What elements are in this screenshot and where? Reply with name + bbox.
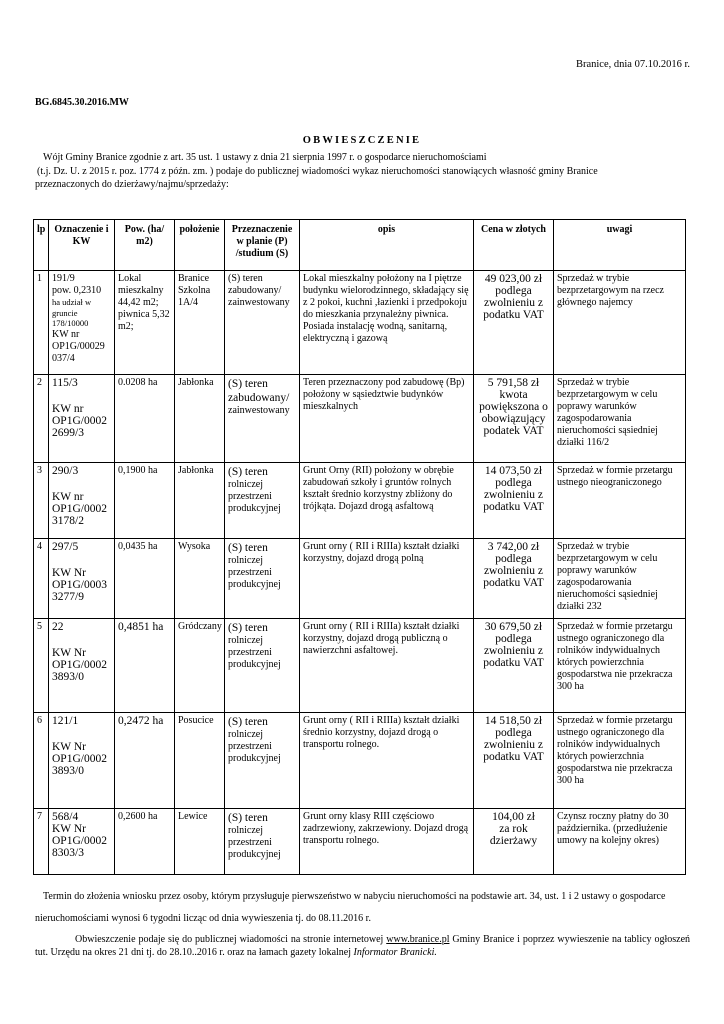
cell-price xyxy=(474,375,554,463)
kw-area: pow. 0,2310 xyxy=(52,285,102,296)
col-header-description: opis xyxy=(300,220,474,271)
cell-notes: Czynsz roczny płatny do 30 października. (przedłużenie umowy na kolejny okres) xyxy=(554,809,686,875)
cell-area: 0.0208 ha xyxy=(115,375,175,463)
price-note: podlega zwolnieniu z podatku VAT xyxy=(483,727,544,763)
cell-notes: Sprzedaż w trybie bezprzetargowym w celu poprawy warunków zagospodarowania nieruchomości sąsiedniej działki 116/2 xyxy=(554,375,686,463)
kw-plot: 297/5 xyxy=(52,541,79,553)
cell-description: Grunt orny ( RII i RIIIa) kształt działki korzystny, dojazd drogą publiczną o nawierzchni asfaltowej. xyxy=(300,619,474,713)
cell-purpose xyxy=(225,619,300,713)
publication-text: Obwieszczenie podaje się do publicznej wiadomości na stronie internetowej xyxy=(75,934,384,945)
cell-kw xyxy=(49,713,115,809)
cell-lp: 5 xyxy=(34,619,49,713)
cell-kw xyxy=(49,375,115,463)
cell-description: Grunt orny klasy RIII częściowo zadrzewiony, zakrzewiony. Dojazd drogą transportu rolnego. xyxy=(300,809,474,875)
cell-lp: 4 xyxy=(34,539,49,619)
cell-lp: 6 xyxy=(34,713,49,809)
cell-kw xyxy=(49,271,115,375)
cell-purpose xyxy=(225,713,300,809)
price-note: podlega zwolnieniu z podatku VAT xyxy=(483,285,544,321)
website-link[interactable]: www.branice.pl xyxy=(386,934,450,945)
col-header-location: położenie xyxy=(175,220,225,271)
intro-line: przeznaczonych do dzierżawy/najmu/sprzedaży: xyxy=(35,179,229,190)
col-header-notes: uwagi xyxy=(554,220,686,271)
cell-kw xyxy=(49,463,115,539)
kw-number: KW nr OP1G/0002 3178/2 xyxy=(52,491,107,527)
kw-plot: 115/3 xyxy=(52,377,78,389)
cell-notes: Sprzedaż w trybie bezprzetargowym na rzecz głównego najemcy xyxy=(554,271,686,375)
table-header-row xyxy=(34,220,686,271)
purpose-text: (S) teren zabudowany/ zainwestowany xyxy=(228,273,290,308)
cell-price xyxy=(474,809,554,875)
cell-lp: 3 xyxy=(34,463,49,539)
cell-price xyxy=(474,463,554,539)
cell-purpose xyxy=(225,271,300,375)
cell-kw xyxy=(49,809,115,875)
cell-location: Lewice xyxy=(175,809,225,875)
cell-notes: Sprzedaż w formie przetargu ustnego nieograniczonego xyxy=(554,463,686,539)
price-amount: 3 742,00 zł xyxy=(487,541,540,553)
kw-number: KW nr OP1G/00029 037/4 xyxy=(52,328,105,364)
table-row xyxy=(34,713,686,809)
kw-number: KW Nr OP1G/0002 8303/3 xyxy=(52,823,107,859)
cell-area: 0,4851 ha xyxy=(115,619,175,713)
kw-number: KW Nr OP1G/0002 3893/0 xyxy=(52,647,107,683)
cell-notes: Sprzedaż w trybie bezprzetargowym w celu poprawy warunków zagospodarowania nieruchomości sąsiedniej działki 232 xyxy=(554,539,686,619)
cell-purpose xyxy=(225,375,300,463)
purpose-detail: rolniczej przestrzeni produkcyjnej xyxy=(228,479,281,514)
kw-number: KW Nr OP1G/0002 3893/0 xyxy=(52,741,107,777)
cell-purpose xyxy=(225,463,300,539)
col-header-kw: Oznaczenie i KW xyxy=(49,220,115,271)
col-header-lp: lp xyxy=(34,220,49,271)
col-header-price: Cena w złotych xyxy=(474,220,554,271)
price-amount: 30 679,50 zł xyxy=(484,621,543,633)
price-note: podlega zwolnieniu z podatku VAT xyxy=(483,477,544,513)
cell-location: Jabłonka xyxy=(175,463,225,539)
cell-notes: Sprzedaż w formie przetargu ustnego ograniczonego dla rolników indywidualnych których powierzchnia gospodarstwa nie przekracza 300 ha xyxy=(554,713,686,809)
cell-kw xyxy=(49,539,115,619)
cell-description: Grunt orny ( RII i RIIIa) kształt działki korzystny, dojazd drogą polną xyxy=(300,539,474,619)
purpose-text: (S) teren xyxy=(228,622,268,634)
cell-description: Grunt Orny (RII) położony w obrębie zabudowań szkoły i gruntów rolnych kształt średnio korzystny zbliżony do trójkąta. Dojazd drogą asfaltową xyxy=(300,463,474,539)
cell-lp: 1 xyxy=(34,271,49,375)
intro-paragraph xyxy=(35,151,695,192)
col-header-area: Pow. (ha/ m2) xyxy=(115,220,175,271)
kw-plot: 22 xyxy=(52,621,64,633)
kw-plot: 290/3 xyxy=(52,465,79,477)
kw-number: KW nr OP1G/0002 2699/3 xyxy=(52,403,107,439)
table-row xyxy=(34,539,686,619)
cell-notes: Sprzedaż w formie przetargu ustnego ograniczonego dla rolników indywidualnych których powierzchnia gospodarstwa nie przekracza 300 ha xyxy=(554,619,686,713)
cell-area: Lokal mieszkalny 44,42 m2; piwnica 5,32 m2; xyxy=(115,271,175,375)
purpose-text: (S) teren xyxy=(228,716,268,728)
cell-location: Wysoka xyxy=(175,539,225,619)
kw-share: ha udział w gruncie 178/10000 xyxy=(52,297,92,328)
cell-lp: 2 xyxy=(34,375,49,463)
price-amount: 49 023,00 zł xyxy=(484,273,543,285)
table-row xyxy=(34,271,686,375)
document-reference: BG.6845.30.2016.MW xyxy=(35,97,129,108)
kw-number: KW Nr OP1G/0003 3277/9 xyxy=(52,567,107,603)
price-note: kwota powiększona o obowiązujący podatek VAT xyxy=(479,389,548,437)
purpose-text: (S) teren zabudowany/ xyxy=(228,378,290,404)
price-note: podlega zwolnieniu z podatku VAT xyxy=(483,633,544,669)
price-amount: 14 073,50 zł xyxy=(484,465,543,477)
cell-description: Teren przeznaczony pod zabudowę (Bp) położony w sąsiedztwie budynków mieszkalnych xyxy=(300,375,474,463)
price-note: za rok dzierżawy xyxy=(489,823,538,847)
document-title: OBWIESZCZENIE xyxy=(302,135,422,146)
price-amount: 5 791,58 zł xyxy=(487,377,540,389)
deadline-paragraph: Termin do złożenia wniosku przez osoby, którym przysługuje pierwszeństwo w nabyciu nieruchomości na podstawie art. 34, ust. 1 i 2 ustawy o gospodarce nieruchomościami wynosi 6 tygodni licząc od dnia wywieszenia tj. do 08.11.2016 r. xyxy=(35,891,666,924)
table-row xyxy=(34,809,686,875)
cell-area: 0,2472 ha xyxy=(115,713,175,809)
cell-price xyxy=(474,619,554,713)
property-table xyxy=(33,219,686,875)
intro-line: (t.j. Dz. U. z 2015 r. poz. 1774 z późn. zm. ) podaje do publicznej wiadomości wykaz nieruchomości stanowiących własność gminy Branice xyxy=(37,165,598,177)
purpose-detail: rolniczej przestrzeni produkcyjnej xyxy=(228,635,281,670)
cell-price xyxy=(474,539,554,619)
cell-purpose xyxy=(225,809,300,875)
kw-plot: 121/1 xyxy=(52,715,79,727)
publication-text: Gminy Branice i poprzez wywieszenie na tablicy ogłoszeń tut. Urzędu na okres 21 dni tj. do 28.10..2016 r. oraz na łamach gazety lokalnej xyxy=(35,934,691,958)
purpose-text: (S) teren xyxy=(228,542,268,554)
cell-price xyxy=(474,271,554,375)
purpose-detail: rolniczej przestrzeni produkcyjnej xyxy=(228,729,281,764)
cell-location: Posucice xyxy=(175,713,225,809)
cell-price xyxy=(474,713,554,809)
purpose-text: (S) teren xyxy=(228,812,268,824)
table-row xyxy=(34,619,686,713)
purpose-detail: rolniczej przestrzeni produkcyjnej xyxy=(228,825,281,860)
table-row xyxy=(34,463,686,539)
cell-location: Branice Szkolna 1A/4 xyxy=(175,271,225,375)
purpose-text: (S) teren xyxy=(228,466,268,478)
cell-location: Jabłonka xyxy=(175,375,225,463)
cell-description: Grunt orny ( RII i RIIIa) kształt działki średnio korzystny, dojazd drogą o transportu rolnego. xyxy=(300,713,474,809)
price-note: podlega zwolnieniu z podatku VAT xyxy=(483,553,544,589)
table-row xyxy=(34,375,686,463)
purpose-detail: zainwestowany xyxy=(228,405,290,416)
cell-lp: 7 xyxy=(34,809,49,875)
cell-area: 0,1900 ha xyxy=(115,463,175,539)
publication-paragraph xyxy=(35,933,690,959)
cell-area: 0,0435 ha xyxy=(115,539,175,619)
price-amount: 104,00 zł xyxy=(492,811,535,823)
newspaper-name: Informator Branicki. xyxy=(353,947,437,958)
kw-plot: 568/4 xyxy=(52,811,79,823)
cell-area: 0,2600 ha xyxy=(115,809,175,875)
intro-line: Wójt Gminy Branice zgodnie z art. 35 ust. 1 ustawy z dnia 21 sierpnia 1997 r. o gospodarce nieruchomościami xyxy=(43,152,487,163)
cell-kw xyxy=(49,619,115,713)
cell-description: Lokal mieszkalny położony na I piętrze budynku wielorodzinnego, składający się z 2 pokoi, kuchni ,łazienki i przedpokoju do mieszkania przynależny piwnica. Posiada instalację wodną, sanitarną, elektryczną i gazową xyxy=(300,271,474,375)
kw-plot: 191/9 xyxy=(52,273,75,284)
price-amount: 14 518,50 zł xyxy=(484,715,543,727)
cell-purpose xyxy=(225,539,300,619)
col-header-purpose: Przeznaczenie w planie (P) /studium (S) xyxy=(225,220,300,271)
cell-location: Gródczany xyxy=(175,619,225,713)
document-date: Branice, dnia 07.10.2016 r. xyxy=(575,59,690,70)
purpose-detail: rolniczej przestrzeni produkcyjnej xyxy=(228,555,281,590)
